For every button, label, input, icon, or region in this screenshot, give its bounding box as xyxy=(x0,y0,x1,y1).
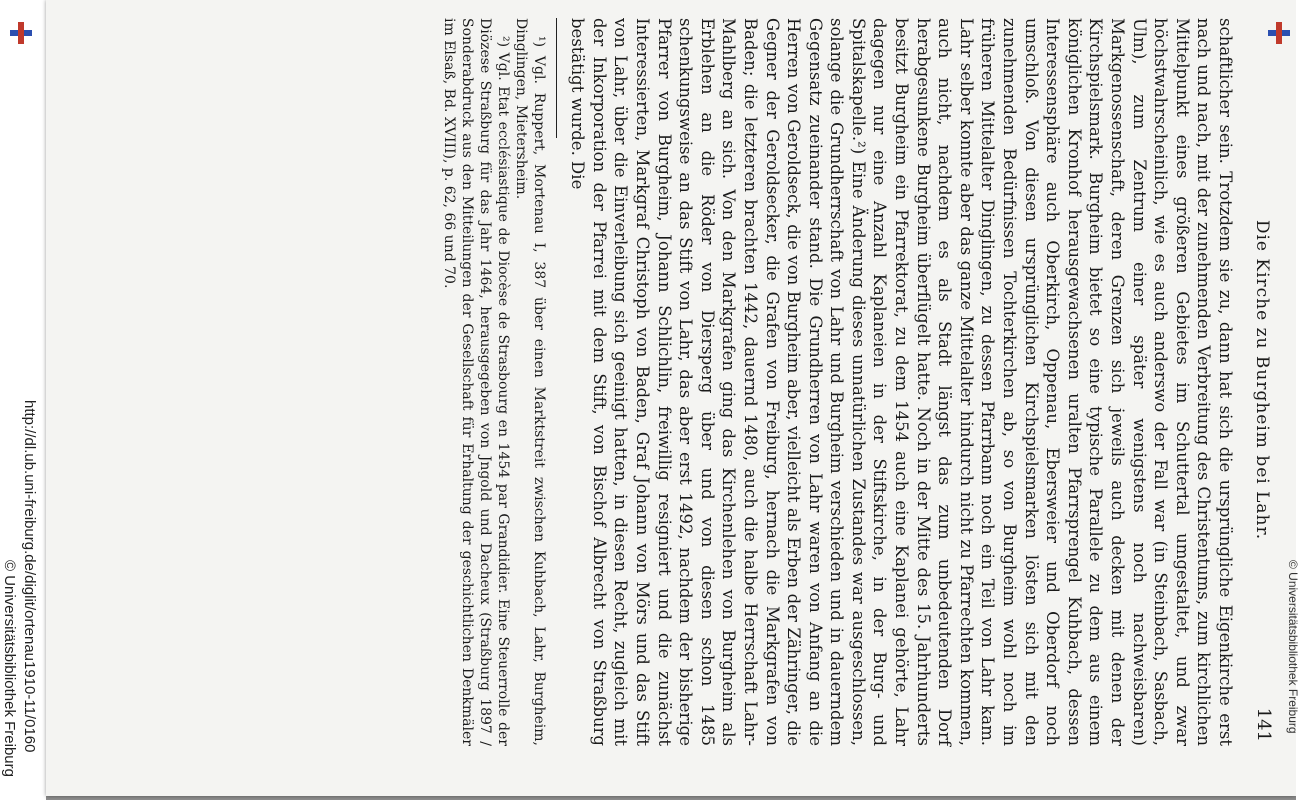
url-stamp: http://dl.ub.uni-freiburg.de/diglit/ortenau1910-11/0160 xyxy=(21,400,38,753)
scanned-page xyxy=(46,0,1296,796)
rotated-page-content xyxy=(226,0,1286,760)
library-stamp: © Universitätsbibliothek Freiburg xyxy=(1286,560,1300,734)
page-header xyxy=(1242,0,1278,760)
running-title: Die Kirche zu Burgheim bei Lahr. xyxy=(1252,219,1272,541)
footnotes xyxy=(440,18,548,746)
right-stamp-strip xyxy=(1286,0,1309,800)
page-body xyxy=(440,18,1236,746)
footnote-divider xyxy=(556,18,557,138)
footnote: ¹) Vgl. Ruppert, Mortenau I, 387 über einen Marktstreit zwischen Kuhbach, Lahr, Burgheim, Dinglingen, Mietersheim. xyxy=(512,18,547,746)
library-flag-icon xyxy=(10,22,32,44)
left-stamp-strip xyxy=(0,0,46,800)
body-paragraph: schaftlicher sein. Trotzdem sie zu, dann hat sich die ursprüngliche Eigenkirche erst nach und nach, mit der zunehmenden Verbreitung des Christentums, zum kirchlichen Mittelpunkt eines größeren Gebietes im Schuttertal umgestaltet, und zwar höchstwahrscheinlich, wie es auch anderswo der Fall war (in Steinbach, Sasbach, Ulm), zum Zentrum einer später wenigstens noch nachweisbaren) Markgenossenschaft, deren Grenzen sich jeweils auch decken mit denen der Kirchspielsmark. Burgheim bietet so eine typische Parallele zu dem aus einem königlichen Kronhof herausgewachsenen uralten Pfarrsprengel Kuhbach, dessen Interessensphäre auch Oberkirch, Oppenau, Ebersweier und Oberdorf noch umschloß. Von diesen ursprünglichen Kirchspielsmarken lösten sich mit den zunehmenden Bedürfnissen Tochterkirchen ab, so von Burgheim wohl noch im früheren Mittelalter Dinglingen, zu dessen Pfarrbann noch ein Teil von Lahr kam. Lahr selber konnte aber das ganze Mittelalter hindurch nicht zu Pfarrechten kommen, auch nicht, nachdem es als Stadt längst das zum unbedeutenden Dorf herabgesunkene Burgheim überflügelt hatte. Noch in der Mitte des 15. Jahrhunderts besitzt Burgheim ein Pfarrektorat, zu dem 1454 auch eine Kaplanei gehörte, Lahr dagegen nur eine Anzahl Kaplaneien in der Stiftskirche, in der Burg- und Spitalskapelle.²) Eine Änderung dieses unnatürlichen Zustandes war ausgeschlossen, solange die Grundherrschaft von Lahr und Burgheim verschieden und in dauerndem Gegensatz zueinander stand. Die Grundherren von Lahr waren von Anfang an die Herren von Geroldseck, die von Burgheim aber, vielleicht als Erben der Zähringer, die Gegner der Geroldsecker, die Grafen von Freiburg, hernach die Markgrafen von Baden; die letzteren brachten 1442, dauernd 1480, auch die halbe Herrschaft Lahr-Mahlberg an sich. Von den Markgrafen ging das Kirchenlehen von Burgheim als Erblehen an die Röder von Diersperg über und von diesen schon 1485 schenkungsweise an das Stift von Lahr, das aber erst 1492, nachdem der bisherige Pfarrer von Burgheim, Johann Schlichlin, freiwillig resigniert und die zunächst Interessierten, Markgraf Christoph von Baden, Graf Johann von Mörs und das Stift von Lahr, über die Einverleibung sich geeinigt hatten, in diesen Recht, zugleich mit der Inkorporation der Pfarrei mit dem Stift, von Bischof Albrecht von Straßburg bestätigt wurde. Die xyxy=(568,18,1235,746)
library-stamp: © Universitätsbibliothek Freiburg xyxy=(1,560,18,777)
footnote: ²) Vgl. Etat ecclésiastique de Diocèse de Strasbourg en 1454 par Grandidier. Eine Steuerrolle der Diözese Straßburg für das Jahr 1464, herausgegeben von Jngold und Dacheux (Straßburg 1897 / Sonderabdruck aus den Mitteilungen der Gesellschaft für Erhaltung der geschichtlichen Denkmäler im Elsaß, Bd. XVIII), p. 62, 66 und 70. xyxy=(440,18,511,746)
page-number: 141 xyxy=(1253,707,1274,742)
